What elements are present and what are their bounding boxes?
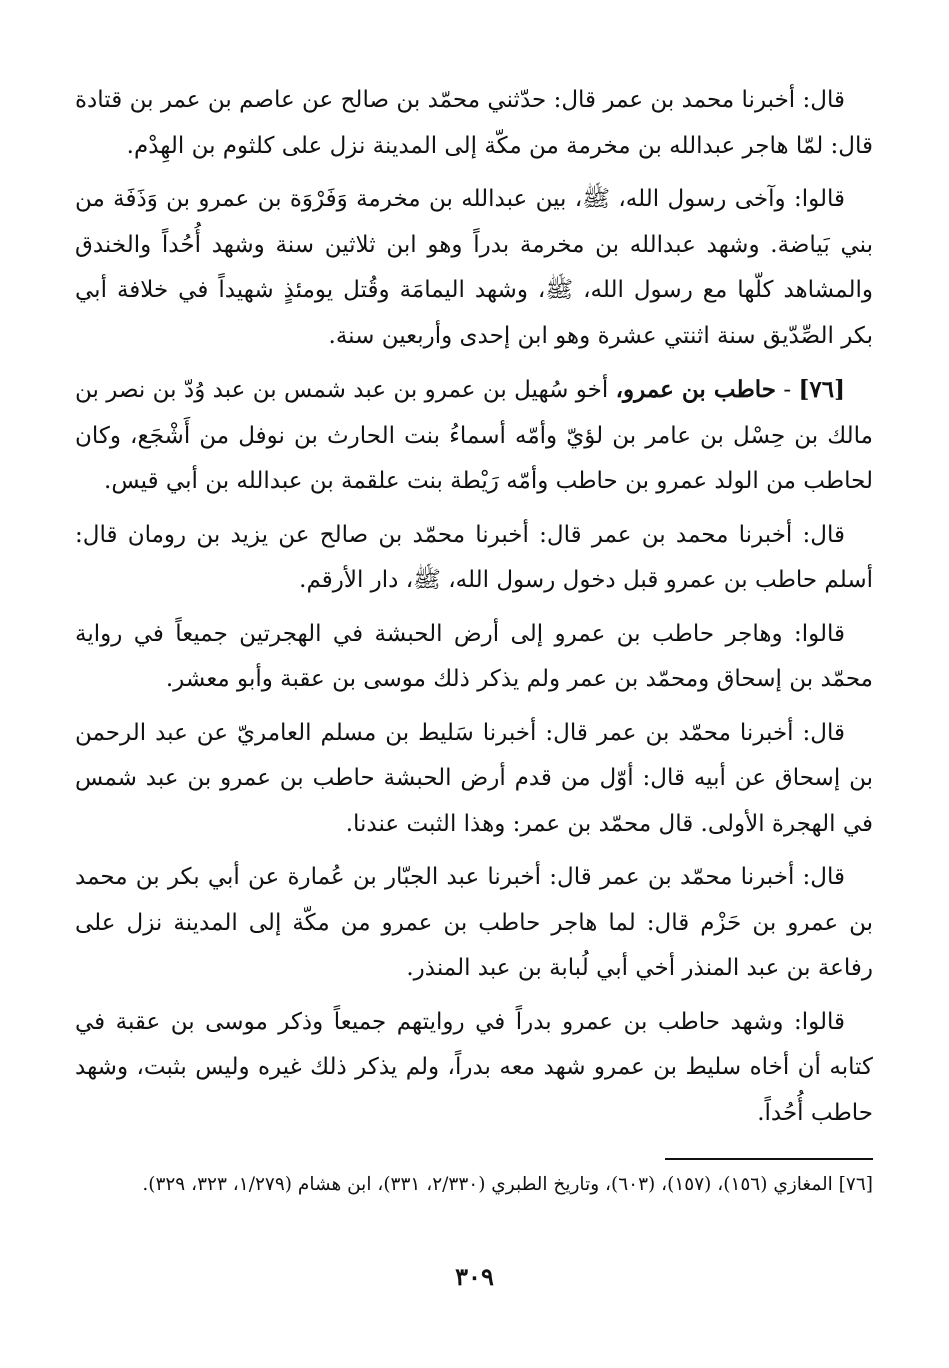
paragraph: قال: أخبرنا محمّد بن عمر قال: أخبرنا سَليط بن مسلم العامريّ عن عبد الرحمن بن إسحاق عن أبيه قال: أوّل من قدم أرض الحبشة حاطب بن عمرو بن عبد شمس في الهجرة الأولى. قال محمّد بن عمر: وهذا الثبت عندنا. xyxy=(75,719,873,837)
entry-name: حاطب بن عمرو، xyxy=(615,376,776,403)
paragraph: قالوا: وآخى رسول الله، ﷺ، بين عبدالله بن مخرمة وَفَرْوَة بن عمرو بن وَذَفَة من بني بَياضة. وشهد عبدالله بن مخرمة بدراً وهو ابن ثلاثين سنة وشهد أُحُداً والخندق والمشاهد كلّها مع رسول الله، ﷺ، وشهد اليمامَة وقُتل يومئذٍ شهيداً في خلافة أبي بكر الصِّدّيق سنة اثنتي عشرة وهو ابن إحدى وأربعين سنة. xyxy=(75,186,873,349)
paragraph: قال: أخبرنا محمد بن عمر قال: أخبرنا محمّد بن صالح عن يزيد بن رومان قال: أسلم حاطب بن عمرو قبل دخول رسول الله، ﷺ، دار الأرقم. xyxy=(75,521,873,593)
entry-text: أخو سُهيل بن عمرو بن عبد شمس بن عبد وُدّ بن نصر بن مالك بن حِسْل بن عامر بن لؤيّ وأمّه أسماءُ بنت الحارث بن نوفل من أَشْجَع، وكان لحاطب من الولد عمرو بن حاطب وأمّه رَيْطة بنت علقمة بن عبدالله بن أبي قيس. xyxy=(75,377,873,494)
entry-number: [٧٦] xyxy=(798,376,846,403)
biography-entry: [٧٦] - حاطب بن عمرو، أخو سُهيل بن عمرو بن عبد شمس بن عبد وُدّ بن نصر بن مالك بن حِسْل بن عامر بن لؤيّ وأمّه أسماءُ بنت الحارث بن نوفل من أَشْجَع، وكان لحاطب من الولد عمرو بن حاطب وأمّه رَيْطة بنت علقمة بن عبدالله بن أبي قيس. xyxy=(75,376,873,494)
footnote: [٧٦] المغازي (١٥٦)، (١٥٧)، (٦٠٣)، وتاريخ الطبري (٢/٣٣٠، ٣٣١)، ابن هشام (١/٢٧٩، ٣٢٣، ٣٢٩). xyxy=(142,1174,873,1195)
paragraph: قالوا: وشهد حاطب بن عمرو بدراً في روايتهم جميعاً وذكر موسى بن عقبة في كتابه أن أخاه سليط بن عمرو شهد معه بدراً، ولم يذكر ذلك غيره وليس بثبت، وشهد حاطب أُحُداً. xyxy=(75,1008,873,1126)
page-number: ٣٠٩ xyxy=(455,1262,494,1291)
paragraph: قال: أخبرنا محمد بن عمر قال: حدّثني محمّد بن صالح عن عاصم بن عمر بن قتادة قال: لمّا هاجر عبدالله بن مخرمة من مكّة إلى المدينة نزل على كلثوم بن الهِدْم. xyxy=(75,87,873,159)
paragraph: قال: أخبرنا محمّد بن عمر قال: أخبرنا عبد الجبّار بن عُمارة عن أبي بكر بن محمد بن عمرو بن حَزْم قال: لما هاجر حاطب بن عمرو من مكّة إلى المدينة نزل على رفاعة بن عبد المنذر أخي أبي لُبابة بن عبد المنذر. xyxy=(75,864,873,981)
footnote-divider xyxy=(665,1158,873,1160)
page-body xyxy=(75,78,873,1202)
paragraph: قالوا: وهاجر حاطب بن عمرو إلى أرض الحبشة في الهجرتين جميعاً في رواية محمّد بن إسحاق ومحمّد بن عمر ولم يذكر ذلك موسى بن عقبة وأبو معشر. xyxy=(75,620,873,692)
